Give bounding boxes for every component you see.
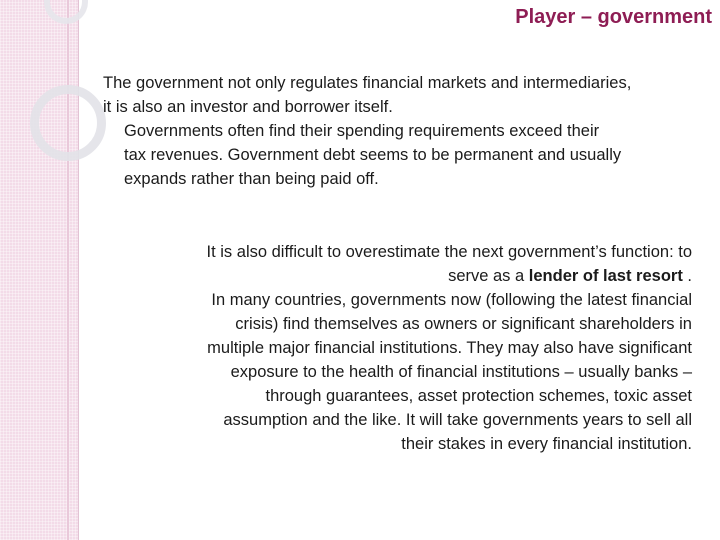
debt-line: expands rather than being paid off. [124, 170, 379, 188]
decorative-ring [30, 85, 106, 161]
intro-paragraph [103, 71, 703, 119]
lender-suffix: . [682, 267, 692, 285]
lender-line-emphasis [100, 264, 692, 288]
lender-line: assumption and the like. It will take governments years to sell all [223, 411, 692, 429]
intro-line: it is also an investor and borrower itself. [103, 98, 393, 116]
debt-line: tax revenues. Government debt seems to be permanent and usually [124, 146, 622, 164]
debt-line: Governments often find their spending requirements exceed their [124, 122, 600, 140]
debt-paragraph [124, 119, 704, 191]
lender-line: through guarantees, asset protection schemes, toxic asset [265, 387, 692, 405]
lender-line: In many countries, governments now (following the latest financial [211, 291, 692, 309]
side-divider-line [67, 0, 69, 540]
lender-line: their stakes in every financial institution. [401, 435, 692, 453]
lender-paragraph [100, 240, 692, 456]
lender-line: exposure to the health of financial institutions – usually banks – [230, 363, 692, 381]
lender-line: It is also difficult to overestimate the next government’s function: to [206, 243, 692, 261]
lender-of-last-resort-term: lender of last resort [528, 267, 683, 285]
lender-prefix: serve as a [448, 267, 529, 285]
lender-line: crisis) find themselves as owners or significant shareholders in [235, 315, 692, 333]
intro-line: The government not only regulates financial markets and intermediaries, [103, 74, 632, 92]
slide-title: Player – government [515, 6, 712, 28]
lender-line: multiple major financial institutions. They may also have significant [207, 339, 692, 357]
